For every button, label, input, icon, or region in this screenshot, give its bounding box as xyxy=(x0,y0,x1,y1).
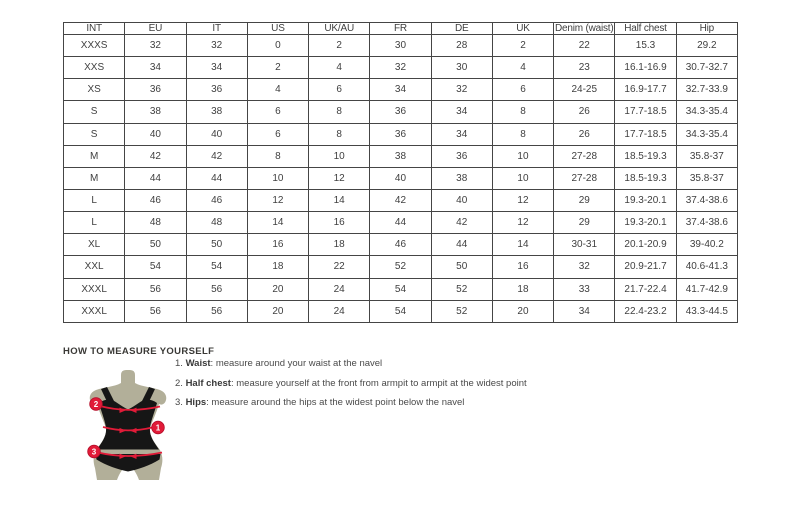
table-cell: 42 xyxy=(431,212,492,234)
table-cell: 36 xyxy=(125,79,186,101)
table-cell: 22.4-23.2 xyxy=(615,300,676,322)
table-cell: 42 xyxy=(186,145,247,167)
table-cell: 34 xyxy=(554,300,615,322)
table-cell: 16 xyxy=(492,256,553,278)
mannequin-illustration xyxy=(80,370,180,482)
size-chart-head xyxy=(64,23,738,35)
table-cell: 6 xyxy=(247,101,308,123)
table-cell: 15.3 xyxy=(615,35,676,57)
step-text: : measure yourself at the front from armpit to armpit at the widest point xyxy=(230,377,527,389)
table-cell: 30 xyxy=(431,57,492,79)
table-cell: 38 xyxy=(125,101,186,123)
table-cell: 36 xyxy=(186,79,247,101)
size-chart-table xyxy=(63,22,738,323)
table-cell: 36 xyxy=(370,123,431,145)
svg-text:2: 2 xyxy=(93,399,99,409)
table-cell: 40.6-41.3 xyxy=(676,256,737,278)
table-cell: 36 xyxy=(370,101,431,123)
table-cell: 14 xyxy=(309,189,370,211)
table-cell: 32 xyxy=(186,35,247,57)
table-cell: 29 xyxy=(554,189,615,211)
table-cell: 0 xyxy=(247,35,308,57)
table-cell: 56 xyxy=(186,300,247,322)
table-cell: 12 xyxy=(309,167,370,189)
table-cell: 32 xyxy=(370,57,431,79)
column-header-denim-waist-: Denim (waist) xyxy=(554,23,614,34)
table-row xyxy=(64,79,738,101)
table-cell: 12 xyxy=(247,189,308,211)
table-cell: 35.8-37 xyxy=(676,167,737,189)
table-row xyxy=(64,35,738,57)
table-cell: 29.2 xyxy=(676,35,737,57)
table-cell: 14 xyxy=(247,212,308,234)
table-cell: 19.3-20.1 xyxy=(615,212,676,234)
table-cell: 35.8-37 xyxy=(676,145,737,167)
table-cell: 12 xyxy=(492,212,553,234)
table-row xyxy=(64,57,738,79)
table-cell: 24 xyxy=(309,278,370,300)
step-text: : measure around your waist at the navel xyxy=(210,358,383,369)
table-cell: 54 xyxy=(186,256,247,278)
size-chart-body xyxy=(64,35,738,323)
column-header-uk: UK xyxy=(492,23,553,35)
table-cell: 30-31 xyxy=(554,234,615,256)
table-cell: 21.7-22.4 xyxy=(615,278,676,300)
table-cell: 54 xyxy=(370,300,431,322)
table-cell: 41.7-42.9 xyxy=(676,278,737,300)
badge-hips xyxy=(88,445,101,458)
table-cell: 32 xyxy=(554,256,615,278)
table-cell: 50 xyxy=(186,234,247,256)
table-cell: 54 xyxy=(125,256,186,278)
table-cell: 40 xyxy=(431,189,492,211)
table-row xyxy=(64,189,738,211)
table-cell: 50 xyxy=(125,234,186,256)
table-cell: 19.3-20.1 xyxy=(615,189,676,211)
table-cell: 43.3-44.5 xyxy=(676,300,737,322)
table-cell: 44 xyxy=(125,167,186,189)
step-text: : measure around the hips at the widest point below the navel xyxy=(206,397,465,408)
table-cell: 30 xyxy=(370,35,431,57)
table-cell: 54 xyxy=(370,278,431,300)
table-cell: XXXL xyxy=(64,300,125,322)
table-cell: 10 xyxy=(247,167,308,189)
table-cell: 36 xyxy=(431,145,492,167)
table-cell: 40 xyxy=(370,167,431,189)
step-number: 2. xyxy=(175,377,186,389)
step-label: Waist xyxy=(185,358,211,369)
table-cell: 29 xyxy=(554,212,615,234)
table-cell: 20 xyxy=(492,300,553,322)
column-header-half-chest: Half chest xyxy=(615,23,676,35)
table-cell: 42 xyxy=(370,189,431,211)
table-cell: 50 xyxy=(431,256,492,278)
column-header-it: IT xyxy=(186,23,247,35)
table-cell: 56 xyxy=(125,278,186,300)
table-cell: 16 xyxy=(309,212,370,234)
badge-half-chest xyxy=(90,398,103,411)
table-cell: 38 xyxy=(186,101,247,123)
table-cell: 16.1-16.9 xyxy=(615,57,676,79)
table-cell: 34.3-35.4 xyxy=(676,101,737,123)
table-row xyxy=(64,167,738,189)
table-cell: 39-40.2 xyxy=(676,234,737,256)
table-cell: M xyxy=(64,167,125,189)
table-cell: XXL xyxy=(64,256,125,278)
measure-step xyxy=(175,397,527,409)
svg-text:1: 1 xyxy=(155,423,161,433)
table-cell: 44 xyxy=(186,167,247,189)
table-row xyxy=(64,300,738,322)
column-header-fr: FR xyxy=(370,23,431,35)
table-cell: 30.7-32.7 xyxy=(676,57,737,79)
table-cell: 18.5-19.3 xyxy=(615,167,676,189)
table-cell: 6 xyxy=(492,79,553,101)
measure-steps-list xyxy=(175,358,527,417)
table-cell: 20 xyxy=(247,278,308,300)
table-cell: 2 xyxy=(247,57,308,79)
table-cell: 46 xyxy=(186,189,247,211)
table-cell: 42 xyxy=(125,145,186,167)
table-cell: 48 xyxy=(186,212,247,234)
table-cell: 8 xyxy=(309,123,370,145)
table-cell: 34 xyxy=(370,79,431,101)
table-cell: 44 xyxy=(370,212,431,234)
table-cell: XXXS xyxy=(64,35,125,57)
table-row xyxy=(64,234,738,256)
table-cell: M xyxy=(64,145,125,167)
table-cell: XS xyxy=(64,79,125,101)
table-cell: 44 xyxy=(431,234,492,256)
table-cell: 20.1-20.9 xyxy=(615,234,676,256)
table-cell: 33 xyxy=(554,278,615,300)
table-cell: 46 xyxy=(125,189,186,211)
step-label: Half chest xyxy=(185,377,231,389)
table-cell: XXXL xyxy=(64,278,125,300)
table-cell: 18.5-19.3 xyxy=(615,145,676,167)
table-cell: 10 xyxy=(492,145,553,167)
measurement-figure xyxy=(80,370,180,482)
table-cell: 4 xyxy=(309,57,370,79)
table-row xyxy=(64,212,738,234)
table-row xyxy=(64,145,738,167)
table-cell: 40 xyxy=(125,123,186,145)
table-cell: 20 xyxy=(247,300,308,322)
table-cell: 8 xyxy=(309,101,370,123)
table-cell: 34 xyxy=(431,101,492,123)
table-cell: L xyxy=(64,189,125,211)
table-cell: 10 xyxy=(492,167,553,189)
table-cell: 46 xyxy=(370,234,431,256)
table-cell: 17.7-18.5 xyxy=(615,101,676,123)
table-cell: 32.7-33.9 xyxy=(676,79,737,101)
table-cell: 32 xyxy=(431,79,492,101)
table-cell: 34 xyxy=(186,57,247,79)
table-cell: 34.3-35.4 xyxy=(676,123,737,145)
table-cell: 37.4-38.6 xyxy=(676,189,737,211)
table-cell: XL xyxy=(64,234,125,256)
column-header-us: US xyxy=(247,23,308,35)
table-cell: 6 xyxy=(309,79,370,101)
table-cell: 8 xyxy=(492,101,553,123)
table-cell: 26 xyxy=(554,101,615,123)
badge-waist xyxy=(152,421,165,434)
table-cell: S xyxy=(64,123,125,145)
table-row xyxy=(64,256,738,278)
table-row xyxy=(64,123,738,145)
table-cell: 4 xyxy=(492,57,553,79)
table-cell: 32 xyxy=(125,35,186,57)
table-cell: 38 xyxy=(431,167,492,189)
table-cell: XXS xyxy=(64,57,125,79)
table-cell: 52 xyxy=(431,278,492,300)
table-cell: 14 xyxy=(492,234,553,256)
measure-step xyxy=(175,378,527,390)
table-cell: 48 xyxy=(125,212,186,234)
table-cell: 12 xyxy=(492,189,553,211)
table-cell: 18 xyxy=(492,278,553,300)
table-cell: 18 xyxy=(309,234,370,256)
table-cell: 52 xyxy=(370,256,431,278)
table-cell: 16 xyxy=(247,234,308,256)
table-cell: 56 xyxy=(186,278,247,300)
table-cell: 34 xyxy=(125,57,186,79)
table-cell: 24-25 xyxy=(554,79,615,101)
table-cell: 8 xyxy=(492,123,553,145)
table-header-row xyxy=(64,23,738,35)
table-cell: 16.9-17.7 xyxy=(615,79,676,101)
column-header-int: INT xyxy=(64,23,125,35)
table-cell: 22 xyxy=(554,35,615,57)
table-cell: 23 xyxy=(554,57,615,79)
table-cell: 40 xyxy=(186,123,247,145)
table-cell: 52 xyxy=(431,300,492,322)
table-cell: 27-28 xyxy=(554,145,615,167)
table-cell: 17.7-18.5 xyxy=(615,123,676,145)
step-number: 1. xyxy=(175,358,186,369)
column-header-uk-au: UK/AU xyxy=(309,23,370,35)
how-to-measure-heading: HOW TO MEASURE YOURSELF xyxy=(63,346,215,357)
table-cell: 56 xyxy=(125,300,186,322)
column-header-eu: EU xyxy=(125,23,186,35)
table-cell: 10 xyxy=(309,145,370,167)
table-cell: 26 xyxy=(554,123,615,145)
table-cell: L xyxy=(64,212,125,234)
table-cell: S xyxy=(64,101,125,123)
table-row xyxy=(64,101,738,123)
table-row xyxy=(64,278,738,300)
column-header-de: DE xyxy=(431,23,492,35)
step-number: 3. xyxy=(175,397,186,408)
table-cell: 34 xyxy=(431,123,492,145)
table-cell: 8 xyxy=(247,145,308,167)
table-cell: 20.9-21.7 xyxy=(615,256,676,278)
svg-text:3: 3 xyxy=(91,447,97,457)
measure-step xyxy=(175,358,527,370)
table-cell: 28 xyxy=(431,35,492,57)
table-cell: 27-28 xyxy=(554,167,615,189)
table-cell: 24 xyxy=(309,300,370,322)
table-cell: 6 xyxy=(247,123,308,145)
table-cell: 37.4-38.6 xyxy=(676,212,737,234)
table-cell: 18 xyxy=(247,256,308,278)
table-cell: 38 xyxy=(370,145,431,167)
step-label: Hips xyxy=(185,397,207,408)
table-cell: 22 xyxy=(309,256,370,278)
table-cell: 2 xyxy=(309,35,370,57)
table-cell: 2 xyxy=(492,35,553,57)
column-header-hip: Hip xyxy=(676,23,737,35)
table-cell: 4 xyxy=(247,79,308,101)
